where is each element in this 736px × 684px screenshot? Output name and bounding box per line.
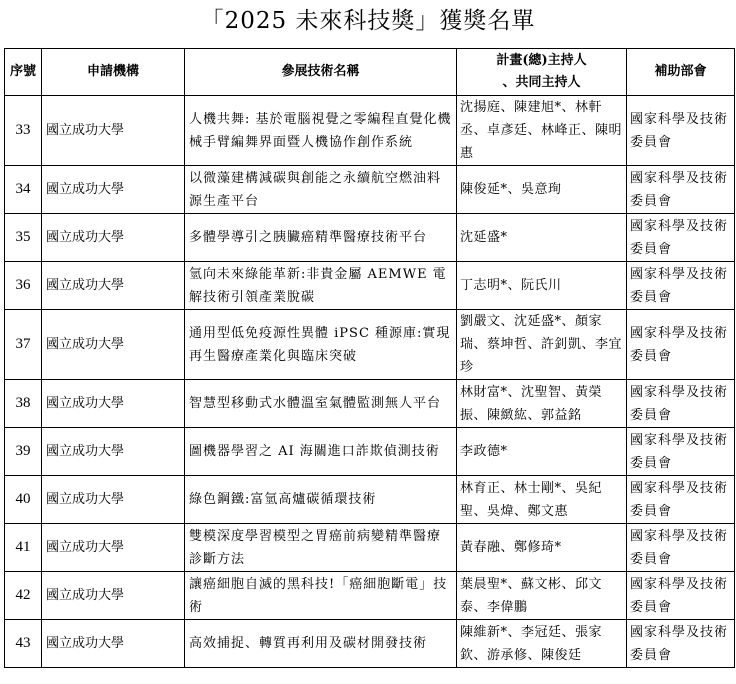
technology-name-cell: 通用型低免疫源性異體 iPSC 種源庫:實現再生醫療產業化與臨床突破	[185, 310, 457, 380]
table-row	[5, 620, 735, 668]
investigators-cell: 葉晨聖*、蘇文彬、邱文泰、李偉鵬	[457, 572, 627, 620]
technology-name-cell: 讓癌細胞自滅的黑科技!「癌細胞斷電」技術	[185, 572, 457, 620]
investigators-cell: 陳俊延*、吳意珣	[457, 166, 627, 214]
funding-agency-cell: 國家科學及技術委員會	[627, 620, 735, 668]
institution-cell: 國立成功大學	[42, 572, 185, 620]
serial-number-cell: 40	[5, 476, 42, 524]
funding-agency-cell: 國家科學及技術委員會	[627, 476, 735, 524]
technology-name-cell: 高效捕捉、轉質再利用及碳材開發技術	[185, 620, 457, 668]
table-header-row	[5, 49, 735, 96]
header-technology-name: 參展技術名稱	[185, 49, 457, 96]
institution-cell: 國立成功大學	[42, 476, 185, 524]
funding-agency-cell: 國家科學及技術委員會	[627, 310, 735, 380]
header-principal-investigators: 計畫(總)主持人 、共同主持人	[457, 49, 627, 96]
investigators-cell: 沈揚庭、陳建旭*、林軒丞、卓彥廷、林峰正、陳明惠	[457, 96, 627, 166]
serial-number-cell: 37	[5, 310, 42, 380]
funding-agency-cell: 國家科學及技術委員會	[627, 380, 735, 428]
technology-name-cell: 多體學導引之胰臟癌精準醫療技術平台	[185, 214, 457, 262]
header-applicant-institution: 申請機構	[42, 49, 185, 96]
header-funding-agency: 補助部會	[627, 49, 735, 96]
serial-number-cell: 38	[5, 380, 42, 428]
table-row	[5, 428, 735, 476]
investigators-cell: 丁志明*、阮氏川	[457, 262, 627, 310]
funding-agency-cell: 國家科學及技術委員會	[627, 166, 735, 214]
funding-agency-cell: 國家科學及技術委員會	[627, 214, 735, 262]
funding-agency-cell: 國家科學及技術委員會	[627, 524, 735, 572]
institution-cell: 國立成功大學	[42, 166, 185, 214]
table-row	[5, 380, 735, 428]
investigators-cell: 林財富*、沈聖智、黃榮振、陳緻紘、郭益銘	[457, 380, 627, 428]
table-row	[5, 310, 735, 380]
investigators-cell: 沈延盛*	[457, 214, 627, 262]
investigators-cell: 陳維新*、李冠廷、張家欽、游承修、陳俊廷	[457, 620, 627, 668]
institution-cell: 國立成功大學	[42, 262, 185, 310]
table-row	[5, 572, 735, 620]
serial-number-cell: 42	[5, 572, 42, 620]
table-row	[5, 476, 735, 524]
institution-cell: 國立成功大學	[42, 214, 185, 262]
technology-name-cell: 以微藻建構減碳與創能之永續航空燃油料源生產平台	[185, 166, 457, 214]
table-row	[5, 262, 735, 310]
technology-name-cell: 氫向未來綠能革新:非貴金屬 AEMWE 電解技術引領產業脫碳	[185, 262, 457, 310]
institution-cell: 國立成功大學	[42, 310, 185, 380]
institution-cell: 國立成功大學	[42, 524, 185, 572]
serial-number-cell: 36	[5, 262, 42, 310]
institution-cell: 國立成功大學	[42, 380, 185, 428]
investigators-cell: 李政德*	[457, 428, 627, 476]
serial-number-cell: 34	[5, 166, 42, 214]
table-row	[5, 96, 735, 166]
award-list-table	[4, 48, 735, 668]
funding-agency-cell: 國家科學及技術委員會	[627, 96, 735, 166]
institution-cell: 國立成功大學	[42, 428, 185, 476]
investigators-cell: 劉嚴文、沈延盛*、顏家瑞、蔡坤哲、許釗凱、李宜珍	[457, 310, 627, 380]
funding-agency-cell: 國家科學及技術委員會	[627, 428, 735, 476]
technology-name-cell: 人機共舞: 基於電腦視覺之零編程直覺化機械手臂編舞界面暨人機協作創作系統	[185, 96, 457, 166]
funding-agency-cell: 國家科學及技術委員會	[627, 262, 735, 310]
serial-number-cell: 39	[5, 428, 42, 476]
table-row	[5, 214, 735, 262]
investigators-cell: 黃春融、鄭修琦*	[457, 524, 627, 572]
technology-name-cell: 雙模深度學習模型之胃癌前病變精準醫療診斷方法	[185, 524, 457, 572]
funding-agency-cell: 國家科學及技術委員會	[627, 572, 735, 620]
page-title: 「2025 未來科技獎」獲獎名單	[200, 8, 536, 34]
technology-name-cell: 綠色鋼鐵:富氫高爐碳循環技術	[185, 476, 457, 524]
header-serial-number: 序號	[5, 49, 42, 96]
institution-cell: 國立成功大學	[42, 96, 185, 166]
table-row	[5, 166, 735, 214]
investigators-cell: 林育正、林士剛*、吳紀聖、吳煒、鄭文惠	[457, 476, 627, 524]
serial-number-cell: 43	[5, 620, 42, 668]
serial-number-cell: 35	[5, 214, 42, 262]
institution-cell: 國立成功大學	[42, 620, 185, 668]
table-row	[5, 524, 735, 572]
technology-name-cell: 圖機器學習之 AI 海關進口詐欺偵測技術	[185, 428, 457, 476]
serial-number-cell: 33	[5, 96, 42, 166]
technology-name-cell: 智慧型移動式水體溫室氣體監測無人平台	[185, 380, 457, 428]
serial-number-cell: 41	[5, 524, 42, 572]
